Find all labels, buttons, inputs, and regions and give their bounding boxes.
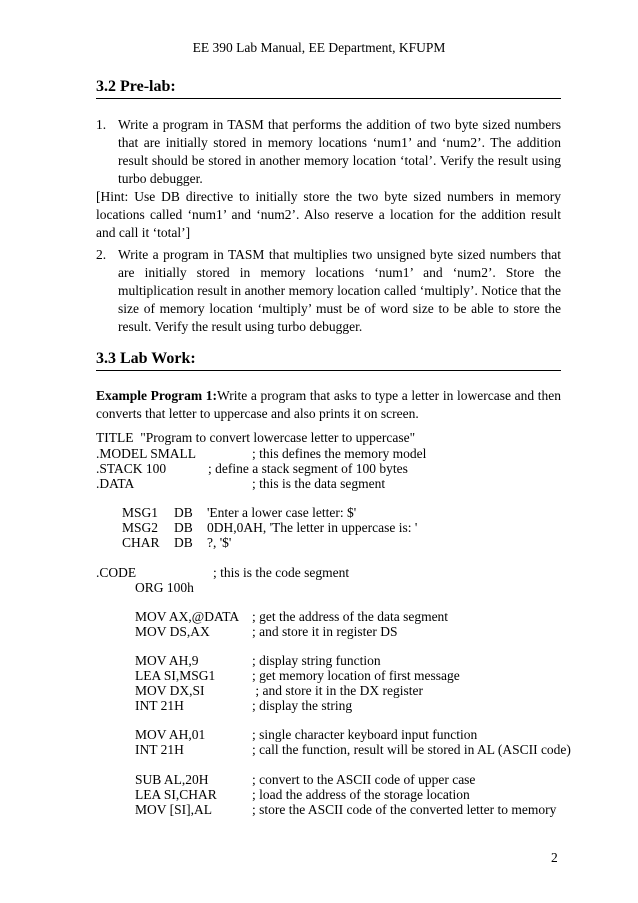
labwork-heading: 3.3 Lab Work:	[96, 350, 561, 371]
code-data: .DATA	[96, 476, 135, 491]
page-header: EE 390 Lab Manual, EE Department, KFUPM	[192, 40, 446, 55]
instruction-op: MOV AX,@DATA	[135, 609, 240, 624]
prelab-heading: 3.2 Pre-lab:	[96, 78, 561, 99]
instruction-comment: ; call the function, result will be stored in AL (ASCII code)	[252, 742, 571, 757]
code-org: ORG 100h	[135, 580, 194, 595]
code-title-line: TITLE "Program to convert lowercase letter to uppercase"	[96, 430, 416, 445]
code-model: .MODEL SMALL	[96, 446, 196, 461]
code-stack-comment: ; define a stack segment of 100 bytes	[208, 461, 408, 476]
instruction-op: MOV DX,SI	[135, 683, 205, 698]
code-segment-comment: ; this is the code segment	[213, 565, 350, 580]
msg1-value: 'Enter a lower case letter: $'	[207, 505, 357, 520]
msg1-directive: DB	[174, 505, 193, 520]
instruction-op: MOV AH,01	[135, 727, 206, 742]
instruction-comment: ; display string function	[252, 653, 381, 668]
prelab-item-1	[96, 116, 561, 188]
item-text: Write a program in TASM that multiplies two unsigned byte sized numbers that are initially stored in memory locations ‘num1’ and ‘num2’. Store the multiplication result in another memory location called ‘multiply’. Notice that the size of memory location ‘multiply’ must be of word size to be able to store the result. Verify the result using turbo debugger.	[118, 247, 561, 334]
msg1-name: MSG1	[122, 505, 159, 520]
instruction-comment: ; convert to the ASCII code of upper case	[252, 772, 476, 787]
instruction-op: SUB AL,20H	[135, 772, 209, 787]
instruction-op: MOV [SI],AL	[135, 802, 212, 817]
instruction-op: INT 21H	[135, 742, 184, 757]
example-paragraph	[96, 387, 561, 423]
char-directive: DB	[174, 535, 193, 550]
instruction-op: MOV AH,9	[135, 653, 199, 668]
code-stack: .STACK 100	[96, 461, 167, 476]
instruction-comment: ; get memory location of first message	[252, 668, 460, 683]
code-model-comment: ; this defines the memory model	[252, 446, 427, 461]
prelab-item-2	[96, 246, 561, 336]
page-number: 2	[551, 850, 558, 865]
msg2-name: MSG2	[122, 520, 159, 535]
prelab-hint: [Hint: Use DB directive to initially store the two byte sized numbers in memory locations called ‘num1’ and ‘num2’. Also reserve a location for the addition result and call it ‘total’]	[96, 189, 561, 240]
instruction-op: INT 21H	[135, 698, 184, 713]
instruction-op: LEA SI,MSG1	[135, 668, 216, 683]
item-number: 2.	[96, 247, 107, 262]
item-number: 1.	[96, 117, 107, 132]
instruction-comment: ; display the string	[252, 698, 353, 713]
instruction-comment: ; store the ASCII code of the converted letter to memory	[252, 802, 557, 817]
instruction-comment: ; and store it in register DS	[252, 624, 398, 639]
char-value: ?, '$'	[207, 535, 232, 550]
msg2-directive: DB	[174, 520, 193, 535]
instruction-comment: ; get the address of the data segment	[252, 609, 449, 624]
msg2-value: 0DH,0AH, 'The letter in uppercase is: '	[207, 520, 418, 535]
instruction-comment: ; single character keyboard input function	[252, 727, 478, 742]
instruction-op: MOV DS,AX	[135, 624, 210, 639]
item-text: Write a program in TASM that performs the addition of two byte sized numbers that are initially stored in memory locations ‘num1’ and ‘num2’. The addition result should be stored in another memory location ‘total’. Verify the result using turbo debugger.	[118, 117, 561, 186]
example-label: Example Program 1:	[96, 388, 218, 403]
code-segment: .CODE	[96, 565, 137, 580]
instruction-comment: ; load the address of the storage location	[252, 787, 470, 802]
code-data-comment: ; this is the data segment	[252, 476, 386, 491]
char-name: CHAR	[122, 535, 160, 550]
example-text: Write a program that asks to type a letter in lowercase and then converts that letter to uppercase and also prints it on screen.	[96, 388, 561, 421]
instruction-comment: ; and store it in the DX register	[252, 683, 423, 698]
instruction-op: LEA SI,CHAR	[135, 787, 217, 802]
